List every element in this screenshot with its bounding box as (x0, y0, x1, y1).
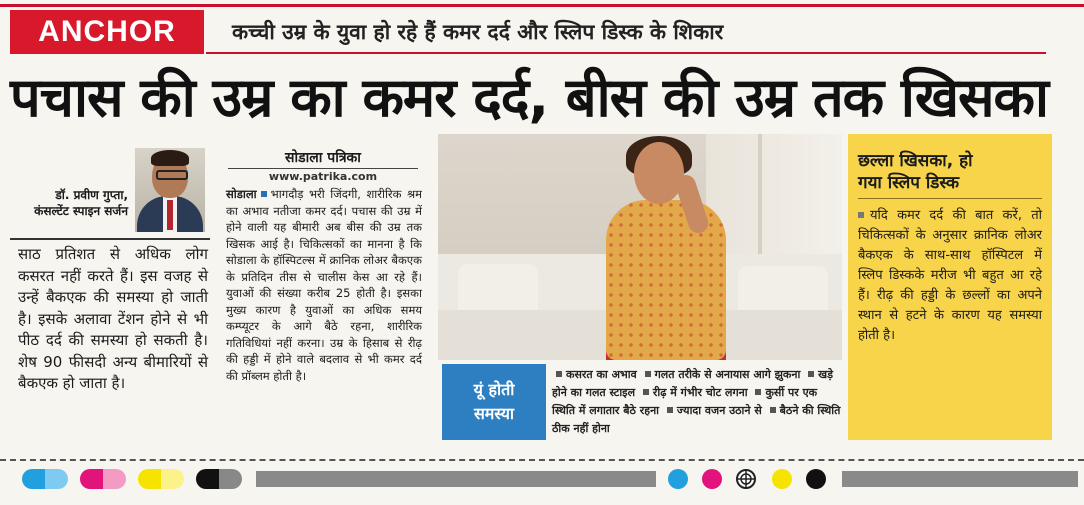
magenta-swatch-icon (80, 469, 126, 489)
sidebar-box (848, 134, 1052, 440)
problem-item: कुर्सी पर एक स्थिति में लगातार बैठे रहना (552, 386, 818, 417)
problem-item: गलत तरीके से अनायास आगे झुकना (654, 368, 801, 381)
problem-list (552, 366, 842, 438)
strapline: कच्ची उम्र के युवा हो रहे हैं कमर दर्द और स्लिप डिस्क के शिकार (232, 20, 724, 44)
headline: पचास की उम्र का कमर दर्द, बीस की उम्र तक खिसका (10, 66, 1048, 129)
section-badge: ANCHOR (10, 10, 204, 54)
bullet-icon (645, 371, 651, 377)
bullet-icon (858, 212, 864, 218)
bullet-icon (770, 407, 776, 413)
doctor-quote: साठ प्रतिशत से अधिक लोग कसरत नहीं करते हैं। इस वजह से उन्हें बैकएक की समस्या हो जाती है। इसके अलावा टेंशन होने से भी पीठ दर्द की समस्या हो सकती है। शेष 90 फीसदी अन्य बीमारियों से बैकएक हो जाता है। (18, 245, 208, 392)
problem-label-line2: समस्या (473, 404, 515, 423)
cut-line (0, 459, 1084, 461)
sidebar-title (858, 150, 1044, 194)
grey-bar (842, 471, 1078, 487)
divider (228, 168, 418, 169)
magenta-dot-icon (702, 469, 722, 489)
article-text: भागदौड़ भरी जिंदगी, शारीरिक श्रम का अभाव नतीजा कमर दर्द। पचास की उम्र में होने वाली यह बीमारी अब बीस की उम्र तक खिसक आई है। चिकित्सकों का मानना है कि सोडाला के हॉस्पिटल्स में क्रानिक लोअर बैकएक के प्रतिदिन तीस से चालीस केस आ रहे हैं। युवाओं की संख्या करीब 25 होती है। इसका मुख्य कारण है युवाओं का अधिक समय कम्प्यूटर के आगे बैठे रहना, शारीरिक गतिविधियां नहीं करना। उम्र के हिसाब से रीढ़ की हड्डी में होने वाले बदलाव से भी कमर दर्द की प्रॉब्लम होती है। (226, 187, 422, 383)
cyan-dot-icon (668, 469, 688, 489)
doctor-title: कंसल्टेंट स्पाइन सर्जन (34, 204, 128, 218)
cyan-swatch-icon (22, 469, 68, 489)
problem-item: रीढ़ में गंभीर चोट लगना (652, 386, 748, 399)
yellow-dot-icon (772, 469, 792, 489)
bullet-icon (643, 389, 649, 395)
sidebar-title-line1: छल्ला खिसका, हो (858, 151, 973, 171)
yellow-swatch-icon (138, 469, 184, 489)
grey-bar (256, 471, 656, 487)
strap-rule (206, 52, 1046, 54)
bullet-icon (808, 371, 814, 377)
problem-item: ज्यादा वजन उठाने से (676, 404, 762, 417)
problem-item: कसरत का अभाव (566, 368, 637, 381)
top-rule (0, 4, 1084, 7)
bullet-icon (667, 407, 673, 413)
sidebar-text (858, 206, 1042, 346)
problem-item: खड़े होने का गलत स्टाइल (552, 368, 834, 399)
divider (858, 198, 1042, 199)
black-dot-icon (806, 469, 826, 489)
problem-item: बैठने की स्थिति ठीक नहीं होना (552, 404, 841, 435)
sidebar-body: यदि कमर दर्द की बात करें, तो चिकित्सकों के अनुसार क्रानिक लोअर बैकएक के साथ-साथ हॉस्पिटल में स्लिप डिस्कके मरीज भी बहुत आ रहे हैं। रीढ़ की हड्डी के छल्लों का अपने स्थान से हटने के कारण यह समस्या होती है। (858, 208, 1042, 343)
doctor-photo (135, 148, 205, 232)
sidebar-title-line2: गया स्लिप डिस्क (858, 173, 960, 193)
registration-mark-icon (736, 469, 756, 489)
dateline-url: www.patrika.com (268, 170, 378, 183)
dateline-title: सोडाला पत्रिका (285, 150, 361, 166)
article-body (226, 186, 422, 384)
problem-label-box (442, 364, 546, 440)
doctor-name: डॉ. प्रवीण गुप्ता, (55, 188, 128, 202)
problem-label-line1: यूं होती (473, 380, 515, 399)
bullet-icon (261, 191, 267, 197)
divider (10, 238, 210, 240)
article-place: सोडाला (226, 187, 257, 201)
black-swatch-icon (196, 469, 242, 489)
bullet-icon (556, 371, 562, 377)
woman-backpain-photo (438, 134, 842, 360)
bullet-icon (755, 389, 761, 395)
